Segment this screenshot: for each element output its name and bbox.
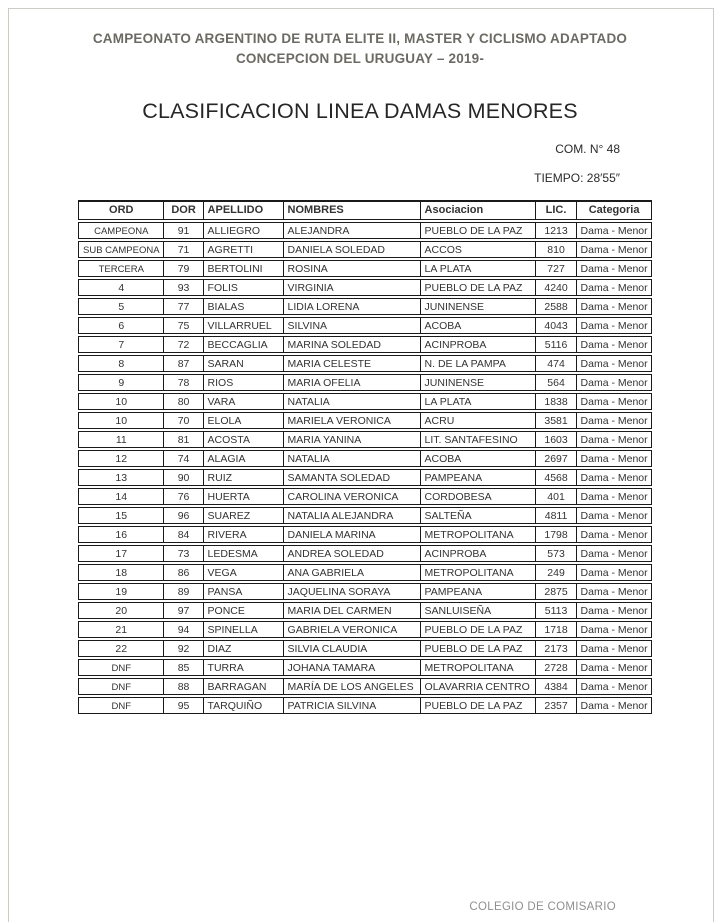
cell-asociacion: PUEBLO DE LA PAZ <box>421 697 536 714</box>
cell-lic: 4384 <box>536 678 577 695</box>
cell-lic: 1838 <box>536 393 577 410</box>
cell-lic: 1603 <box>536 431 577 448</box>
cell-ord: 13 <box>78 469 164 486</box>
cell-categoria: Dama - Menor <box>577 260 652 277</box>
cell-apellido: BERTOLINI <box>204 260 284 277</box>
table-row <box>78 545 652 562</box>
cell-asociacion: METROPOLITANA <box>421 526 536 543</box>
cell-apellido: SARAN <box>204 355 284 372</box>
cell-lic: 810 <box>536 241 577 258</box>
cell-categoria: Dama - Menor <box>577 355 652 372</box>
cell-ord: 22 <box>78 640 164 657</box>
cell-ord: DNF <box>78 678 164 695</box>
cell-dor: 78 <box>164 374 204 391</box>
cell-nombres: ROSINA <box>284 260 421 277</box>
cell-asociacion: PUEBLO DE LA PAZ <box>421 640 536 657</box>
cell-lic: 2173 <box>536 640 577 657</box>
cell-categoria: Dama - Menor <box>577 374 652 391</box>
cell-nombres: MARIELA VERONICA <box>284 412 421 429</box>
cell-categoria: Dama - Menor <box>577 488 652 505</box>
cell-nombres: DANIELA SOLEDAD <box>284 241 421 258</box>
cell-lic: 564 <box>536 374 577 391</box>
cell-ord: 10 <box>78 412 164 429</box>
cell-categoria: Dama - Menor <box>577 602 652 619</box>
table-row <box>78 241 652 258</box>
cell-apellido: RIOS <box>204 374 284 391</box>
cell-ord: 16 <box>78 526 164 543</box>
cell-nombres: JOHANA TAMARA <box>284 659 421 676</box>
column-header-lic: LIC. <box>536 200 577 220</box>
cell-apellido: VILLARRUEL <box>204 317 284 334</box>
cell-lic: 401 <box>536 488 577 505</box>
cell-dor: 85 <box>164 659 204 676</box>
cell-categoria: Dama - Menor <box>577 450 652 467</box>
cell-nombres: MARÍA DE LOS ANGELES <box>284 678 421 695</box>
table-row <box>78 336 652 353</box>
cell-nombres: MARINA SOLEDAD <box>284 336 421 353</box>
results-table-container <box>78 198 652 716</box>
cell-asociacion: METROPOLITANA <box>421 659 536 676</box>
cell-dor: 72 <box>164 336 204 353</box>
cell-dor: 70 <box>164 412 204 429</box>
table-row <box>78 697 652 714</box>
footer-text: COLEGIO DE COMISARIO <box>469 901 616 913</box>
cell-ord: 5 <box>78 298 164 315</box>
cell-nombres: VIRGINIA <box>284 279 421 296</box>
table-row <box>78 374 652 391</box>
table-row <box>78 355 652 372</box>
cell-apellido: LEDESMA <box>204 545 284 562</box>
cell-asociacion: METROPOLITANA <box>421 564 536 581</box>
cell-nombres: MARIA YANINA <box>284 431 421 448</box>
column-header-asociacion: Asociacion <box>421 200 536 220</box>
cell-asociacion: SANLUISEÑA <box>421 602 536 619</box>
cell-asociacion: ACINPROBA <box>421 545 536 562</box>
cell-nombres: GABRIELA VERONICA <box>284 621 421 638</box>
cell-apellido: ACOSTA <box>204 431 284 448</box>
cell-apellido: FOLIS <box>204 279 284 296</box>
table-row <box>78 659 652 676</box>
cell-lic: 4043 <box>536 317 577 334</box>
table-header-row <box>78 200 652 220</box>
cell-asociacion: ACRU <box>421 412 536 429</box>
cell-dor: 75 <box>164 317 204 334</box>
cell-dor: 97 <box>164 602 204 619</box>
cell-nombres: ANDREA SOLEDAD <box>284 545 421 562</box>
cell-asociacion: PUEBLO DE LA PAZ <box>421 279 536 296</box>
cell-nombres: MARIA OFELIA <box>284 374 421 391</box>
cell-nombres: NATALIA ALEJANDRA <box>284 507 421 524</box>
cell-nombres: ANA GABRIELA <box>284 564 421 581</box>
page-title: CLASIFICACION LINEA DAMAS MENORES <box>142 99 578 123</box>
cell-asociacion: PAMPEANA <box>421 469 536 486</box>
cell-lic: 2588 <box>536 298 577 315</box>
cell-categoria: Dama - Menor <box>577 222 652 239</box>
cell-apellido: DIAZ <box>204 640 284 657</box>
heading-line-2: CONCEPCION DEL URUGUAY – 2019- <box>235 51 485 66</box>
table-row <box>78 393 652 410</box>
cell-categoria: Dama - Menor <box>577 621 652 638</box>
cell-apellido: VARA <box>204 393 284 410</box>
cell-categoria: Dama - Menor <box>577 659 652 676</box>
cell-asociacion: PUEBLO DE LA PAZ <box>421 222 536 239</box>
cell-dor: 76 <box>164 488 204 505</box>
table-row <box>78 526 652 543</box>
cell-categoria: Dama - Menor <box>577 393 652 410</box>
cell-lic: 573 <box>536 545 577 562</box>
cell-categoria: Dama - Menor <box>577 412 652 429</box>
cell-ord: TERCERA <box>78 260 164 277</box>
cell-asociacion: N. DE LA PAMPA <box>421 355 536 372</box>
cell-apellido: TURRA <box>204 659 284 676</box>
cell-dor: 94 <box>164 621 204 638</box>
cell-dor: 73 <box>164 545 204 562</box>
cell-categoria: Dama - Menor <box>577 678 652 695</box>
cell-apellido: AGRETTI <box>204 241 284 258</box>
cell-lic: 727 <box>536 260 577 277</box>
table-row <box>78 222 652 239</box>
column-header-categoria: Categoria <box>577 200 652 220</box>
cell-nombres: MARIA DEL CARMEN <box>284 602 421 619</box>
cell-ord: 7 <box>78 336 164 353</box>
column-header-ord: ORD <box>78 200 164 220</box>
table-row <box>78 488 652 505</box>
cell-categoria: Dama - Menor <box>577 545 652 562</box>
cell-nombres: NATALIA <box>284 450 421 467</box>
cell-ord: 10 <box>78 393 164 410</box>
cell-asociacion: PUEBLO DE LA PAZ <box>421 621 536 638</box>
cell-categoria: Dama - Menor <box>577 317 652 334</box>
cell-dor: 96 <box>164 507 204 524</box>
cell-categoria: Dama - Menor <box>577 279 652 296</box>
document-heading <box>0 29 720 69</box>
cell-asociacion: ACOBA <box>421 317 536 334</box>
table-row <box>78 279 652 296</box>
cell-apellido: HUERTA <box>204 488 284 505</box>
cell-nombres: JAQUELINA SORAYA <box>284 583 421 600</box>
cell-asociacion: LA PLATA <box>421 393 536 410</box>
cell-lic: 1718 <box>536 621 577 638</box>
cell-apellido: PANSA <box>204 583 284 600</box>
table-row <box>78 298 652 315</box>
cell-apellido: ELOLA <box>204 412 284 429</box>
cell-ord: DNF <box>78 697 164 714</box>
cell-categoria: Dama - Menor <box>577 564 652 581</box>
cell-categoria: Dama - Menor <box>577 583 652 600</box>
cell-dor: 71 <box>164 241 204 258</box>
cell-asociacion: ACOBA <box>421 450 536 467</box>
cell-ord: 14 <box>78 488 164 505</box>
table-row <box>78 469 652 486</box>
cell-nombres: MARIA CELESTE <box>284 355 421 372</box>
cell-lic: 1798 <box>536 526 577 543</box>
cell-lic: 2728 <box>536 659 577 676</box>
cell-lic: 5116 <box>536 336 577 353</box>
cell-categoria: Dama - Menor <box>577 469 652 486</box>
cell-dor: 80 <box>164 393 204 410</box>
cell-dor: 88 <box>164 678 204 695</box>
cell-dor: 87 <box>164 355 204 372</box>
table-row <box>78 450 652 467</box>
cell-dor: 81 <box>164 431 204 448</box>
cell-ord: 17 <box>78 545 164 562</box>
cell-nombres: SILVINA <box>284 317 421 334</box>
cell-ord: DNF <box>78 659 164 676</box>
cell-ord: 21 <box>78 621 164 638</box>
cell-ord: 20 <box>78 602 164 619</box>
cell-nombres: ALEJANDRA <box>284 222 421 239</box>
cell-categoria: Dama - Menor <box>577 298 652 315</box>
cell-ord: 12 <box>78 450 164 467</box>
table-row <box>78 678 652 695</box>
cell-asociacion: ACINPROBA <box>421 336 536 353</box>
table-row <box>78 412 652 429</box>
cell-dor: 93 <box>164 279 204 296</box>
cell-apellido: BECCAGLIA <box>204 336 284 353</box>
column-header-nombres: NOMBRES <box>284 200 421 220</box>
cell-apellido: SPINELLA <box>204 621 284 638</box>
cell-ord: 18 <box>78 564 164 581</box>
table-row <box>78 564 652 581</box>
cell-apellido: BIALAS <box>204 298 284 315</box>
cell-dor: 89 <box>164 583 204 600</box>
cell-apellido: SUAREZ <box>204 507 284 524</box>
table-row <box>78 621 652 638</box>
cell-lic: 4568 <box>536 469 577 486</box>
cell-asociacion: CORDOBESA <box>421 488 536 505</box>
cell-ord: 6 <box>78 317 164 334</box>
cell-dor: 90 <box>164 469 204 486</box>
cell-lic: 474 <box>536 355 577 372</box>
cell-asociacion: SALTEÑA <box>421 507 536 524</box>
column-header-dor: DOR <box>164 200 204 220</box>
cell-apellido: ALAGIA <box>204 450 284 467</box>
cell-apellido: RIVERA <box>204 526 284 543</box>
tiempo-label: TIEMPO: 28′55″ <box>534 171 620 185</box>
cell-dor: 79 <box>164 260 204 277</box>
cell-asociacion: PAMPEANA <box>421 583 536 600</box>
cell-lic: 5113 <box>536 602 577 619</box>
cell-lic: 4811 <box>536 507 577 524</box>
cell-nombres: PATRICIA SILVINA <box>284 697 421 714</box>
cell-asociacion: LA PLATA <box>421 260 536 277</box>
cell-categoria: Dama - Menor <box>577 697 652 714</box>
column-header-apellido: APELLIDO <box>204 200 284 220</box>
cell-lic: 249 <box>536 564 577 581</box>
cell-categoria: Dama - Menor <box>577 241 652 258</box>
cell-ord: 11 <box>78 431 164 448</box>
cell-ord: 19 <box>78 583 164 600</box>
table-row <box>78 602 652 619</box>
cell-dor: 84 <box>164 526 204 543</box>
cell-asociacion: OLAVARRIA CENTRO <box>421 678 536 695</box>
table-row <box>78 317 652 334</box>
cell-apellido: VEGA <box>204 564 284 581</box>
cell-dor: 86 <box>164 564 204 581</box>
cell-categoria: Dama - Menor <box>577 640 652 657</box>
cell-dor: 77 <box>164 298 204 315</box>
cell-nombres: DANIELA MARINA <box>284 526 421 543</box>
cell-nombres: SILVIA CLAUDIA <box>284 640 421 657</box>
cell-dor: 74 <box>164 450 204 467</box>
cell-ord: 9 <box>78 374 164 391</box>
cell-nombres: NATALIA <box>284 393 421 410</box>
cell-ord: SUB CAMPEONA <box>78 241 164 258</box>
cell-dor: 95 <box>164 697 204 714</box>
com-number: COM. N° 48 <box>555 142 620 156</box>
cell-lic: 2875 <box>536 583 577 600</box>
cell-asociacion: JUNINENSE <box>421 374 536 391</box>
cell-ord: 8 <box>78 355 164 372</box>
results-table <box>78 198 652 716</box>
cell-categoria: Dama - Menor <box>577 507 652 524</box>
cell-dor: 92 <box>164 640 204 657</box>
cell-lic: 2697 <box>536 450 577 467</box>
table-row <box>78 431 652 448</box>
cell-ord: 15 <box>78 507 164 524</box>
cell-lic: 1213 <box>536 222 577 239</box>
table-row <box>78 507 652 524</box>
cell-apellido: PONCE <box>204 602 284 619</box>
cell-ord: CAMPEONA <box>78 222 164 239</box>
cell-ord: 4 <box>78 279 164 296</box>
cell-nombres: CAROLINA VERONICA <box>284 488 421 505</box>
cell-apellido: RUIZ <box>204 469 284 486</box>
cell-apellido: TARQUIÑO <box>204 697 284 714</box>
table-row <box>78 260 652 277</box>
cell-categoria: Dama - Menor <box>577 336 652 353</box>
heading-line-1: CAMPEONATO ARGENTINO DE RUTA ELITE II, MASTER Y CICLISMO ADAPTADO <box>92 31 628 46</box>
cell-lic: 2357 <box>536 697 577 714</box>
cell-apellido: BARRAGAN <box>204 678 284 695</box>
cell-dor: 91 <box>164 222 204 239</box>
cell-asociacion: ACCOS <box>421 241 536 258</box>
cell-apellido: ALLIEGRO <box>204 222 284 239</box>
cell-categoria: Dama - Menor <box>577 526 652 543</box>
cell-categoria: Dama - Menor <box>577 431 652 448</box>
table-row <box>78 640 652 657</box>
cell-nombres: SAMANTA SOLEDAD <box>284 469 421 486</box>
cell-nombres: LIDIA LORENA <box>284 298 421 315</box>
table-row <box>78 583 652 600</box>
cell-asociacion: LIT. SANTAFESINO <box>421 431 536 448</box>
cell-lic: 3581 <box>536 412 577 429</box>
results-tbody <box>78 222 652 714</box>
cell-lic: 4240 <box>536 279 577 296</box>
cell-asociacion: JUNINENSE <box>421 298 536 315</box>
